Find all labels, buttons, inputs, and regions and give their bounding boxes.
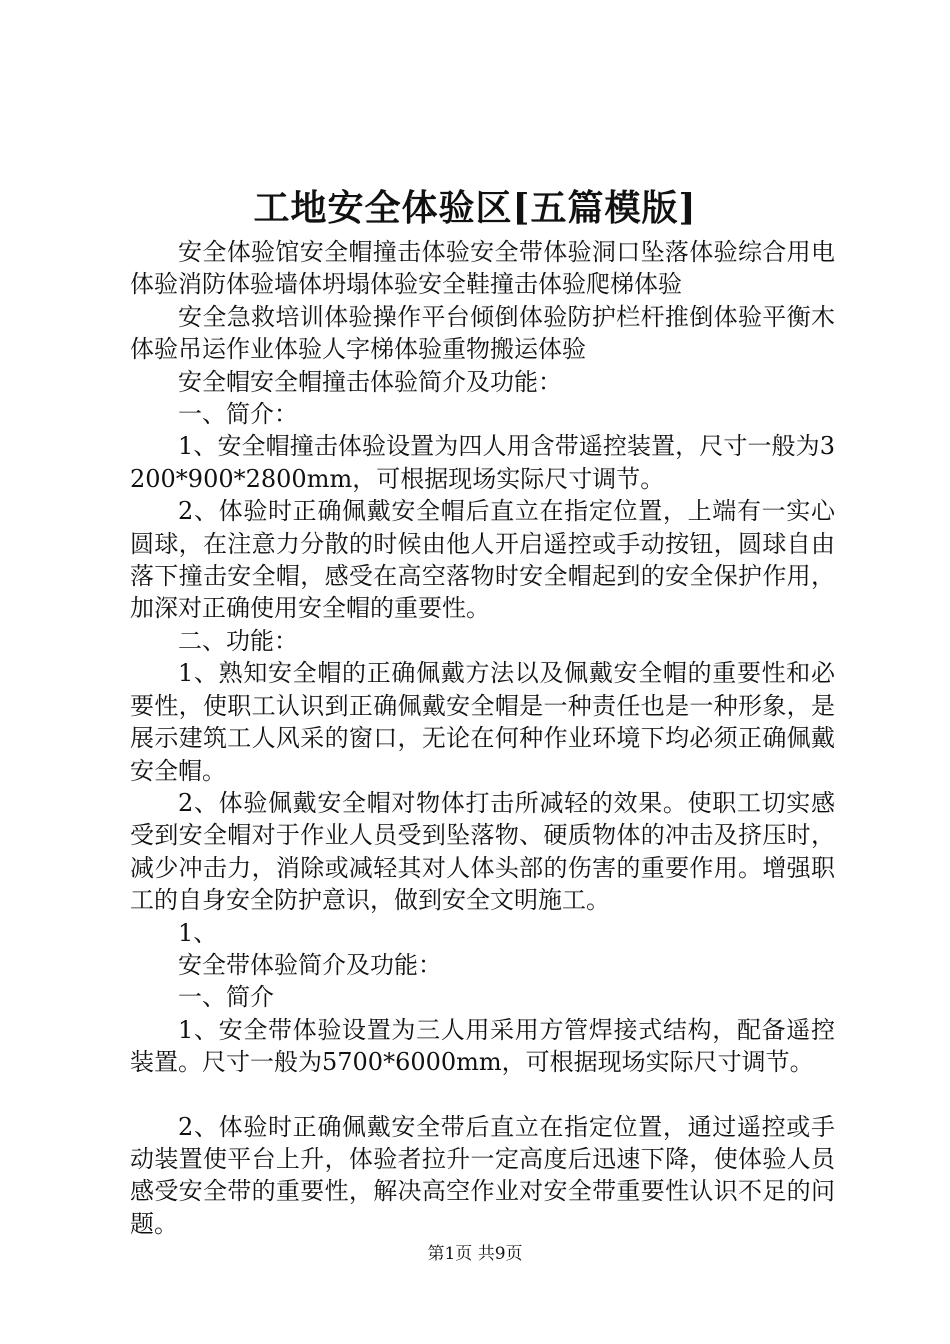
- paragraph-helmet-function-2: 2、体验佩戴安全帽对物体打击所减轻的效果。使职工切实感受到安全帽对于作业人员受到坠落物、硬质物体的冲击及挤压时，减少冲击力，消除或减轻其对人体头部的伤害的重要作用。增强职工的自身安全防护意识，做到安全文明施工。: [130, 788, 835, 915]
- paragraph-harness-intro-1: 1、安全带体验设置为三人用采用方管焊接式结构，配备遥控装置。尺寸一般为5700*6000mm，可根据现场实际尺寸调节。: [130, 1015, 835, 1077]
- paragraph-experience-list-2: 安全急救培训体验操作平台倾倒体验防护栏杆推倒体验平衡木体验吊运作业体验人字梯体验重物搬运体验: [130, 302, 835, 364]
- paragraph-helmet-function-1: 1、熟知安全帽的正确佩戴方法以及佩戴安全帽的重要性和必要性，使职工认识到正确佩戴安全帽是一种责任也是一种形象，是展示建筑工人风采的窗口，无论在何种作业环境下均必须正确佩戴安全帽。: [130, 659, 835, 785]
- document-title: 工地安全体验区[五篇模版]: [253, 187, 697, 229]
- subheading-harness-intro: 一、简介: [178, 983, 274, 1012]
- page-footer: 第1页 共9页: [427, 1244, 523, 1264]
- paragraph-helmet-intro-1: 1、安全帽撞击体验设置为四人用含带遥控装置，尺寸一般为3200*900*2800mm，可根据现场实际尺寸调节。: [130, 432, 835, 493]
- document-body: [130, 236, 835, 1240]
- subheading-intro: 一、简介：: [178, 400, 298, 429]
- paragraph-experience-list-1: 安全体验馆安全帽撞击体验安全带体验洞口坠落体验综合用电体验消防体验墙体坍塌体验安全鞋撞击体验爬梯体验: [130, 238, 835, 299]
- section-heading-helmet: 安全帽安全帽撞击体验简介及功能：: [178, 367, 562, 396]
- paragraph-harness-intro-2: 2、体验时正确佩戴安全带后直立在指定位置，通过遥控或手动装置使平台上升，体验者拉升一定高度后迅速下降，使体验人员感受安全带的重要性，解决高空作业对安全带重要性认识不足的问题。: [130, 1112, 835, 1238]
- paragraph-item-number: 1、: [178, 918, 218, 947]
- paragraph-helmet-intro-2: 2、体验时正确佩戴安全帽后直立在指定位置，上端有一实心圆球，在注意力分散的时候由他人开启遥控或手动按钮，圆球自由落下撞击安全帽，感受在高空落物时安全帽起到的安全保护作用，加深对正确使用安全帽的重要性。: [130, 497, 835, 623]
- subheading-function: 二、功能：: [178, 626, 298, 655]
- section-heading-harness: 安全带体验简介及功能：: [178, 950, 442, 979]
